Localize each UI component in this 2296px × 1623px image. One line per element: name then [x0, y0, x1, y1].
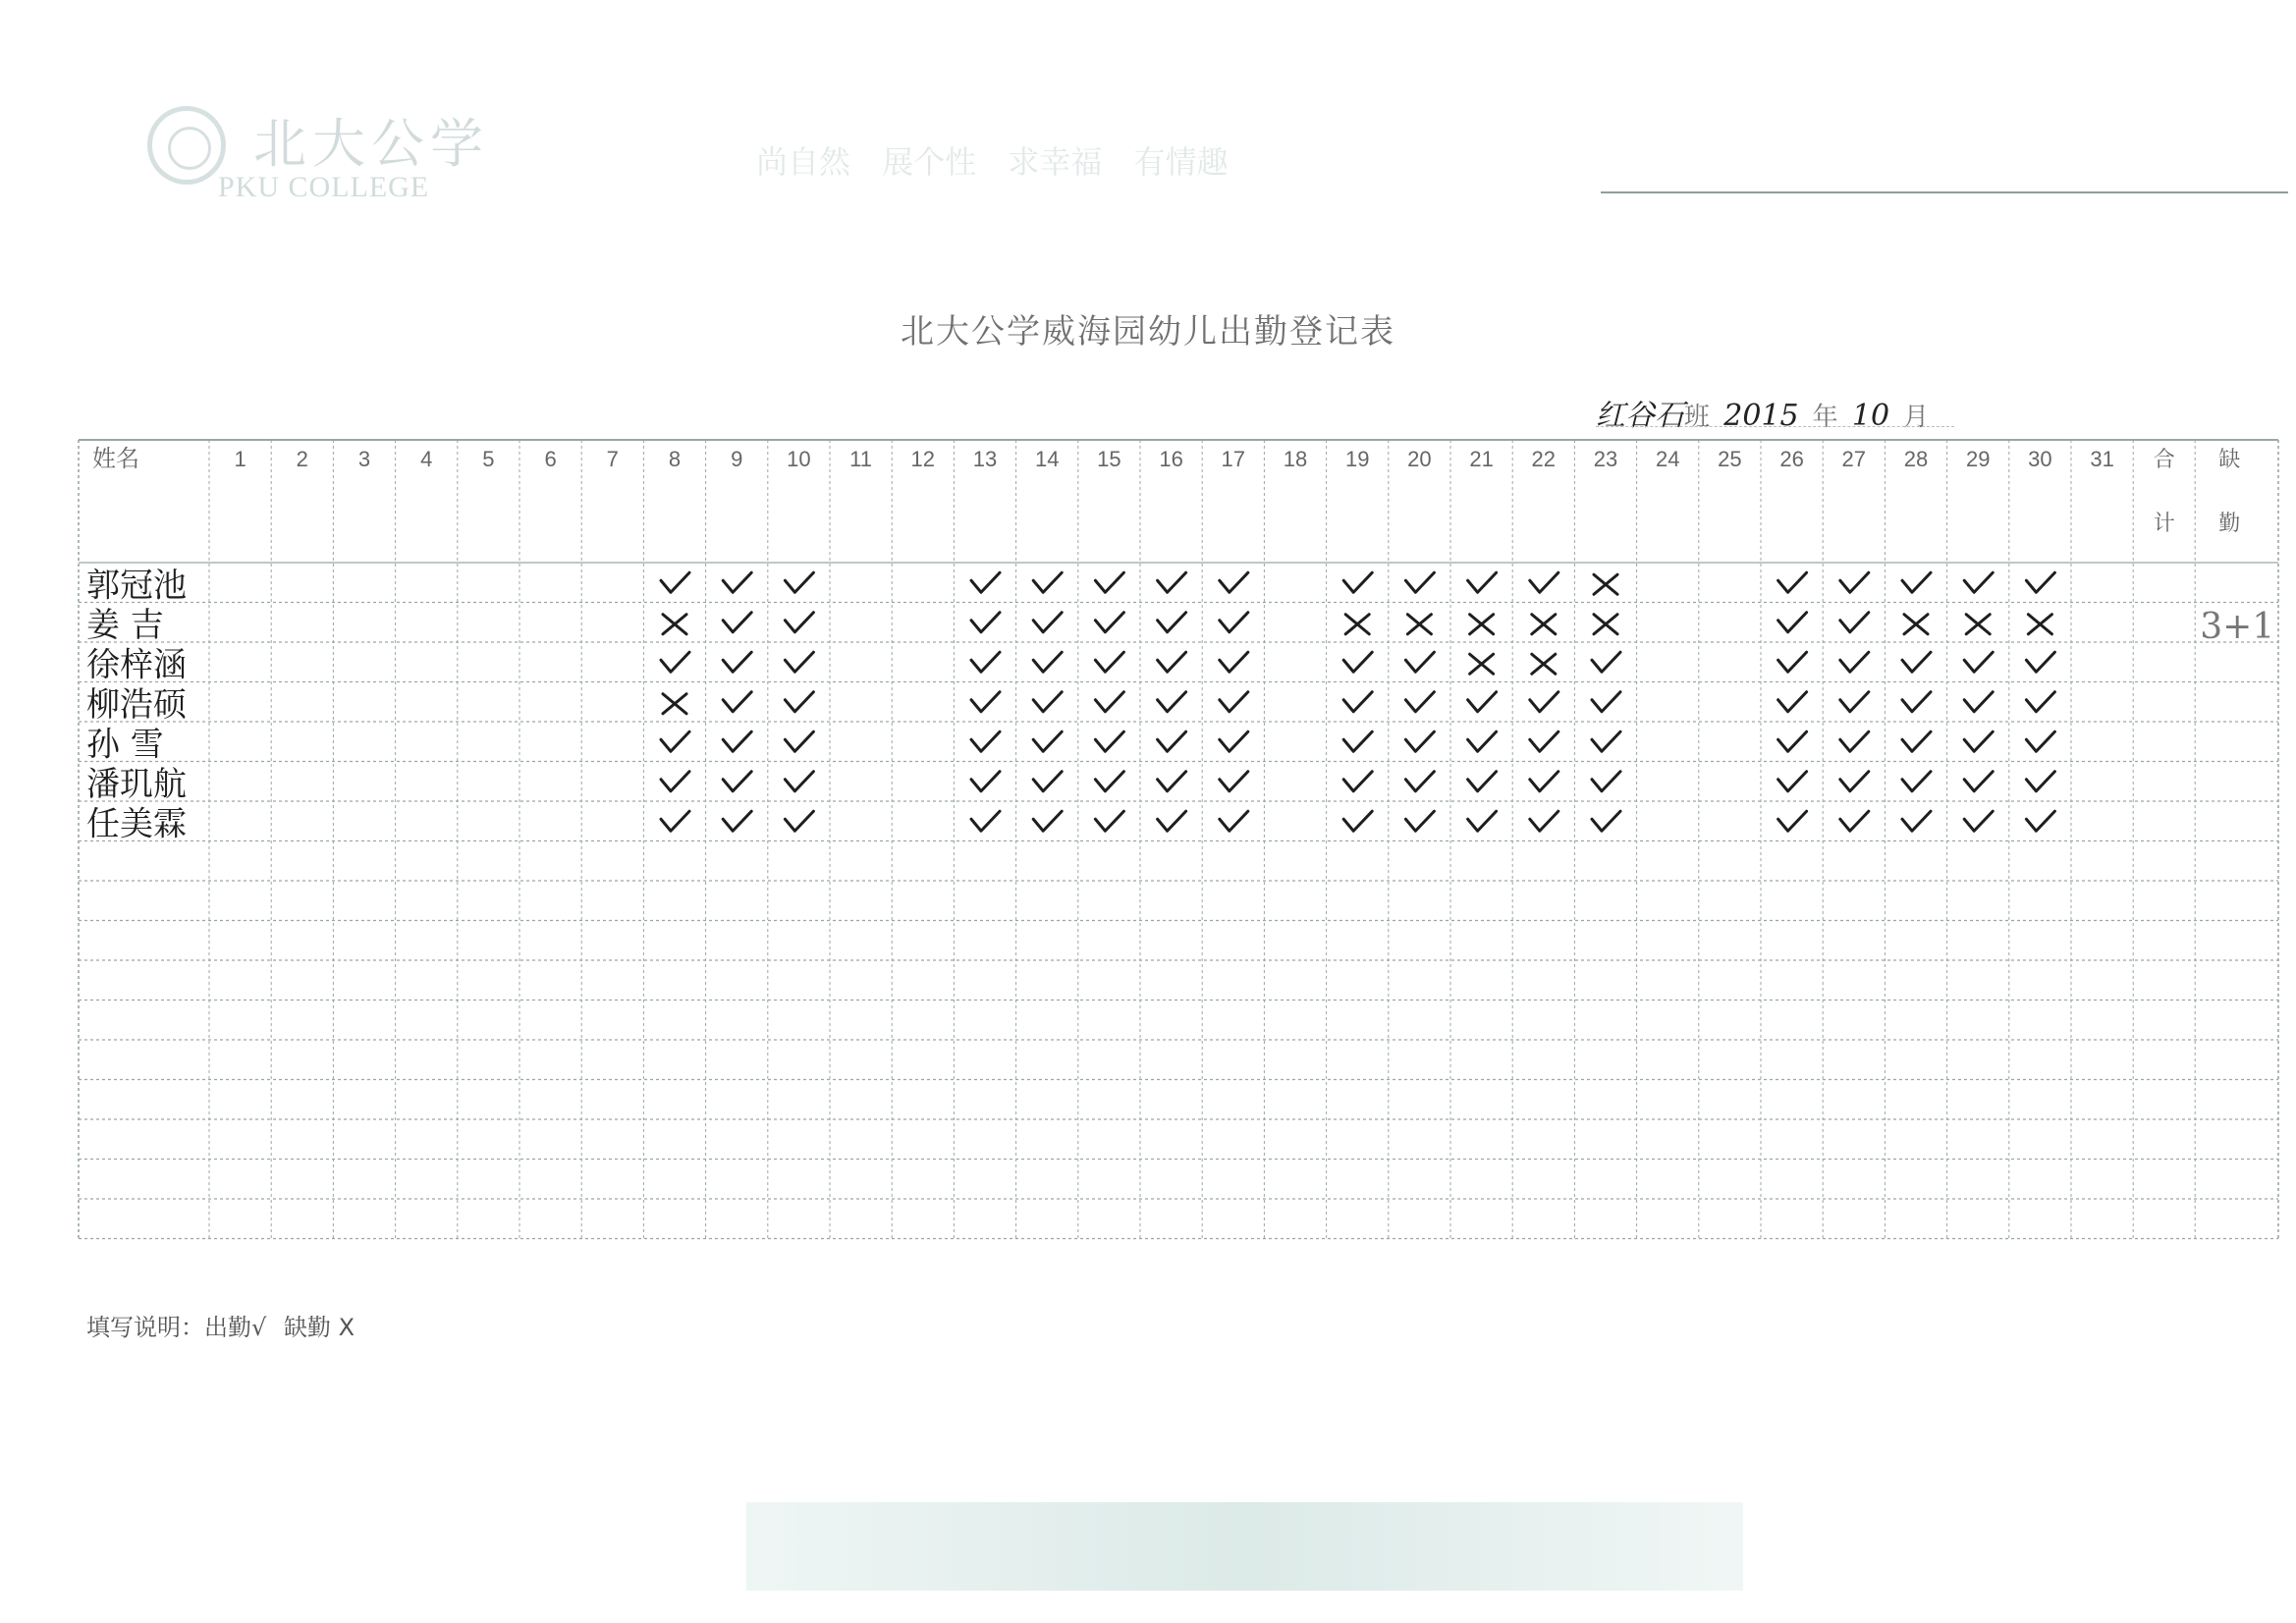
present-check-mark	[1158, 811, 1186, 831]
present-check-mark	[1840, 572, 1869, 592]
present-check-mark	[1343, 731, 1372, 751]
motto-item: 尚自然	[756, 143, 851, 181]
absent-cross-mark	[1904, 615, 1928, 634]
day-header: 12	[910, 447, 936, 471]
absent-cross-mark	[2028, 615, 2051, 634]
present-check-mark	[1840, 613, 1869, 632]
present-check-mark	[1468, 772, 1497, 791]
present-check-mark	[1405, 652, 1434, 672]
present-check-mark	[1964, 572, 1993, 592]
present-check-mark	[785, 811, 813, 831]
present-check-mark	[971, 811, 1000, 831]
present-check-mark	[785, 572, 813, 592]
present-check-mark	[971, 731, 1000, 751]
present-check-mark	[1840, 772, 1869, 791]
present-check-mark	[1095, 731, 1123, 751]
day-header: 6	[544, 447, 557, 471]
present-check-mark	[1778, 811, 1807, 831]
student-name: 郭冠池	[86, 566, 187, 606]
present-check-mark	[1033, 652, 1062, 672]
absent-header: 勤	[2218, 512, 2241, 536]
present-check-mark	[1902, 731, 1931, 751]
day-header: 10	[787, 447, 811, 471]
footer-band	[746, 1502, 1743, 1591]
month-value: 10	[1851, 399, 1890, 433]
present-check-mark	[1405, 731, 1434, 751]
present-check-mark	[1158, 652, 1186, 672]
present-check-mark	[1592, 731, 1620, 751]
present-check-mark	[723, 652, 751, 672]
absent-cross-mark	[1532, 654, 1556, 674]
present-check-mark	[785, 652, 813, 672]
student-name: 孙 雪	[86, 725, 164, 765]
present-check-mark	[1964, 731, 1993, 751]
motto-item: 求幸福	[1008, 143, 1103, 181]
motto-item: 有情趣	[1133, 143, 1229, 181]
absent-cross-mark	[1594, 615, 1617, 634]
day-header: 13	[972, 447, 998, 471]
present-check-mark	[785, 692, 813, 712]
student-name: 潘玑航	[86, 764, 187, 804]
present-check-mark	[2026, 731, 2054, 751]
present-check-mark	[661, 772, 689, 791]
present-check-mark	[785, 772, 813, 791]
present-check-mark	[971, 772, 1000, 791]
present-check-mark	[1033, 731, 1062, 751]
day-header: 3	[357, 447, 371, 471]
day-header: 17	[1221, 447, 1246, 471]
day-header: 25	[1718, 447, 1742, 471]
present-check-mark	[1033, 572, 1062, 592]
present-check-mark	[1095, 613, 1123, 632]
present-check-mark	[723, 811, 751, 831]
day-header: 16	[1159, 447, 1183, 471]
present-check-mark	[1220, 772, 1248, 791]
present-check-mark	[1033, 692, 1062, 712]
present-check-mark	[1095, 811, 1123, 831]
present-check-mark	[1592, 811, 1620, 831]
present-check-mark	[1778, 692, 1807, 712]
present-check-mark	[1778, 572, 1807, 592]
day-header: 9	[731, 447, 743, 471]
present-check-mark	[1592, 772, 1620, 791]
present-check-mark	[661, 572, 689, 592]
form-title: 北大公学威海园幼儿出勤登记表	[901, 312, 1395, 352]
day-header: 5	[482, 447, 495, 471]
year-value: 2015	[1723, 399, 1799, 433]
present-check-mark	[1902, 692, 1931, 712]
absent-cross-mark	[663, 694, 686, 714]
present-check-mark	[1343, 652, 1372, 672]
present-check-mark	[1778, 731, 1807, 751]
day-header: 15	[1097, 447, 1121, 471]
present-check-mark	[1033, 811, 1062, 831]
present-check-mark	[971, 613, 1000, 632]
present-check-mark	[1902, 772, 1931, 791]
present-check-mark	[1095, 572, 1123, 592]
present-check-mark	[1343, 811, 1372, 831]
present-check-mark	[1840, 692, 1869, 712]
day-header: 22	[1531, 447, 1557, 471]
total-header: 计	[2153, 512, 2175, 536]
absent-cross-mark	[1407, 615, 1431, 634]
present-check-mark	[1405, 772, 1434, 791]
day-header: 11	[849, 447, 873, 471]
absent-cross-mark	[1594, 574, 1617, 594]
present-check-mark	[1220, 613, 1248, 632]
student-name: 姜 吉	[86, 605, 164, 645]
present-check-mark	[1778, 613, 1807, 632]
present-check-mark	[971, 572, 1000, 592]
instructions	[86, 1308, 364, 1342]
present-check-mark	[1964, 772, 1993, 791]
present-check-mark	[971, 652, 1000, 672]
present-check-mark	[1158, 731, 1186, 751]
day-header: 19	[1344, 447, 1370, 471]
name-header: 姓名	[92, 445, 139, 472]
present-check-mark	[1158, 572, 1186, 592]
present-check-mark	[1343, 772, 1372, 791]
absent-header: 缺	[2218, 448, 2241, 472]
absent-cross-mark	[1345, 615, 1369, 634]
present-check-mark	[1964, 652, 1993, 672]
day-header: 1	[234, 447, 246, 471]
present-check-mark	[661, 652, 689, 672]
absent-cross-mark	[1470, 615, 1494, 634]
day-header: 7	[606, 447, 619, 471]
present-check-mark	[723, 613, 751, 632]
total-header: 合	[2153, 448, 2175, 472]
present-check-mark	[1530, 772, 1558, 791]
day-header: 4	[420, 447, 433, 471]
present-check-mark	[723, 692, 751, 712]
present-check-mark	[1095, 772, 1123, 791]
present-check-mark	[1778, 772, 1807, 791]
present-check-mark	[1468, 811, 1497, 831]
present-check-mark	[1343, 572, 1372, 592]
logo-chinese: 北大公学	[253, 113, 489, 175]
present-check-mark	[661, 811, 689, 831]
day-header: 23	[1593, 447, 1618, 471]
present-check-mark	[723, 731, 751, 751]
present-check-mark	[1220, 692, 1248, 712]
present-check-mark	[971, 692, 1000, 712]
present-check-mark	[1902, 652, 1931, 672]
present-check-mark	[1592, 652, 1620, 672]
absent-cross-mark	[1532, 615, 1556, 634]
present-check-mark	[1158, 613, 1186, 632]
day-header: 24	[1655, 447, 1680, 471]
day-header: 29	[1965, 447, 1991, 471]
month-label: 月	[1903, 403, 1930, 432]
present-check-mark	[1033, 613, 1062, 632]
present-check-mark	[1530, 811, 1558, 831]
day-header: 8	[668, 447, 682, 471]
present-check-mark	[2026, 652, 2054, 672]
present-check-mark	[2026, 811, 2054, 831]
present-check-mark	[1592, 692, 1620, 712]
present-check-mark	[1530, 572, 1558, 592]
student-name: 柳浩硕	[86, 684, 187, 725]
present-check-mark	[1964, 811, 1993, 831]
day-header: 30	[2028, 447, 2052, 471]
present-check-mark	[1964, 692, 1993, 712]
present-check-mark	[1095, 692, 1123, 712]
present-check-mark	[1468, 731, 1497, 751]
present-check-mark	[1530, 731, 1558, 751]
present-check-mark	[785, 731, 813, 751]
class-name: 红谷石	[1596, 399, 1684, 433]
present-check-mark	[1902, 811, 1931, 831]
day-header: 2	[296, 447, 308, 471]
present-check-mark	[1158, 772, 1186, 791]
present-check-mark	[1902, 572, 1931, 592]
present-check-mark	[1468, 692, 1497, 712]
day-header: 14	[1034, 447, 1060, 471]
present-check-mark	[723, 572, 751, 592]
day-header: 27	[1841, 447, 1867, 471]
motto-item: 展个性	[882, 143, 977, 181]
present-check-mark	[1840, 731, 1869, 751]
student-name: 徐梓涵	[86, 645, 187, 685]
absent-count-note: 3+1	[2200, 606, 2275, 647]
present-check-mark	[1158, 692, 1186, 712]
day-header: 20	[1407, 447, 1432, 471]
present-check-mark	[1778, 652, 1807, 672]
present-check-mark	[1220, 652, 1248, 672]
present-check-mark	[1220, 731, 1248, 751]
present-check-mark	[785, 613, 813, 632]
present-check-mark	[1220, 811, 1248, 831]
instructions-present: 填写说明：出勤√	[86, 1314, 267, 1341]
day-header: 21	[1469, 447, 1494, 471]
present-check-mark	[1468, 572, 1497, 592]
logo-english: PKU COLLEGE	[218, 171, 430, 203]
present-check-mark	[2026, 772, 2054, 791]
student-name: 任美霖	[86, 804, 187, 844]
class-label: 班	[1684, 403, 1711, 432]
present-check-mark	[2026, 572, 2054, 592]
present-check-mark	[1530, 692, 1558, 712]
absent-cross-mark	[1966, 615, 1990, 634]
instructions-absent: 缺勤 X	[283, 1314, 355, 1341]
present-check-mark	[1405, 811, 1434, 831]
present-check-mark	[1840, 652, 1869, 672]
present-check-mark	[723, 772, 751, 791]
year-label: 年	[1812, 403, 1838, 432]
absent-cross-mark	[663, 615, 686, 634]
present-check-mark	[1033, 772, 1062, 791]
day-header: 26	[1779, 447, 1804, 471]
present-check-mark	[1095, 652, 1123, 672]
present-check-mark	[1220, 572, 1248, 592]
absent-cross-mark	[1470, 654, 1494, 674]
present-check-mark	[1343, 692, 1372, 712]
day-header: 31	[2090, 447, 2114, 471]
present-check-mark	[1405, 692, 1434, 712]
present-check-mark	[1405, 572, 1434, 592]
present-check-mark	[661, 731, 689, 751]
present-check-mark	[1840, 811, 1869, 831]
day-header: 28	[1903, 447, 1929, 471]
day-header: 18	[1283, 447, 1308, 471]
present-check-mark	[2026, 692, 2054, 712]
